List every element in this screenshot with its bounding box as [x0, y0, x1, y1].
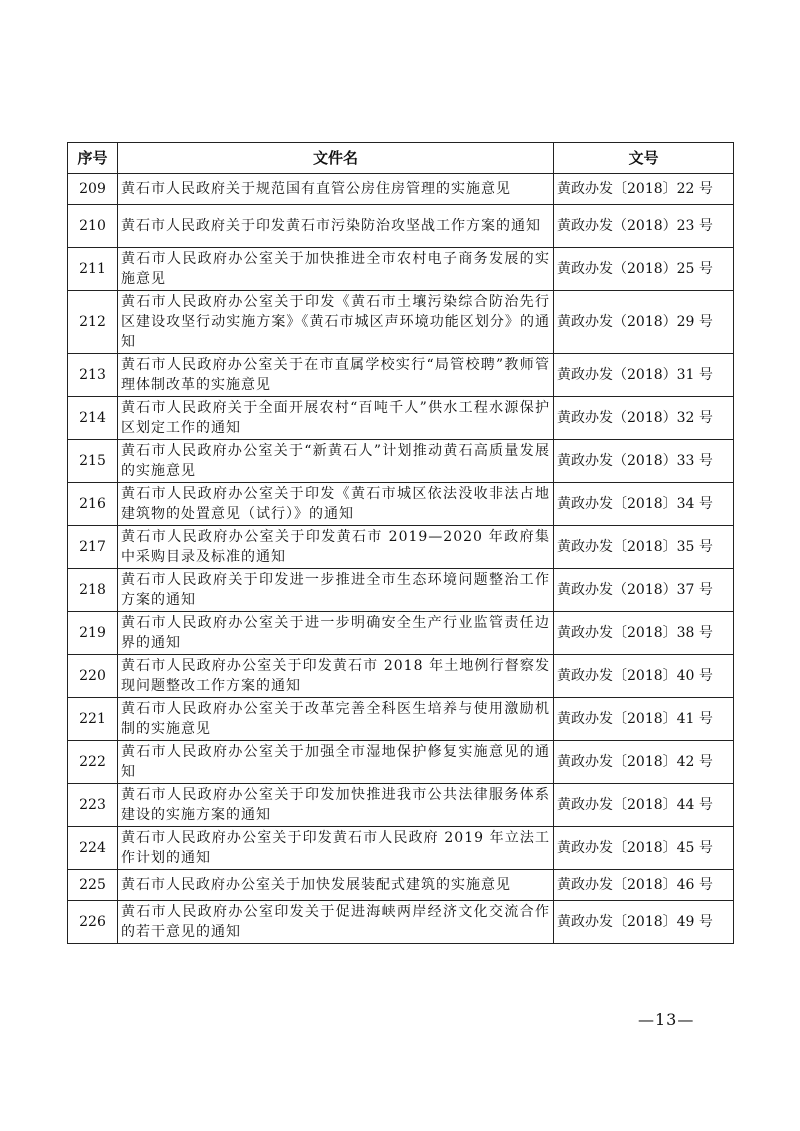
row-code: 黄政办发〔2018〕35 号: [554, 526, 734, 569]
table-row: [68, 354, 734, 397]
row-code: 黄政办发〔2018〕45 号: [554, 827, 734, 870]
row-code: 黄政办发（2018）33 号: [554, 440, 734, 483]
row-no: 210: [68, 205, 118, 248]
row-code: 黄政办发〔2018〕40 号: [554, 655, 734, 698]
row-no: 218: [68, 569, 118, 612]
row-no: 219: [68, 612, 118, 655]
row-no: 214: [68, 397, 118, 440]
row-code: 黄政办发〔2018〕46 号: [554, 870, 734, 901]
row-no: 222: [68, 741, 118, 784]
row-no: 220: [68, 655, 118, 698]
row-no: 209: [68, 174, 118, 205]
row-code: 黄政办发〔2018〕41 号: [554, 698, 734, 741]
table-row: [68, 655, 734, 698]
row-no: 211: [68, 248, 118, 291]
table-row: [68, 174, 734, 205]
row-name: 黄石市人民政府办公室关于加强全市湿地保护修复实施意见的通知: [118, 741, 554, 784]
row-code: 黄政办发（2018）25 号: [554, 248, 734, 291]
table-row: [68, 901, 734, 944]
row-name: 黄石市人民政府办公室关于印发黄石市 2019—2020 年政府集中采购目录及标准的通知: [118, 526, 554, 569]
table-row: [68, 784, 734, 827]
row-name: 黄石市人民政府办公室关于在市直属学校实行“局管校聘”教师管理体制改革的实施意见: [118, 354, 554, 397]
row-no: 217: [68, 526, 118, 569]
table-row: [68, 483, 734, 526]
row-no: 215: [68, 440, 118, 483]
header-name: 文件名: [118, 143, 554, 174]
row-name: 黄石市人民政府办公室关于改革完善全科医生培养与使用激励机制的实施意见: [118, 698, 554, 741]
table-row: [68, 569, 734, 612]
row-name: 黄石市人民政府办公室关于印发黄石市 2018 年土地例行督察发现问题整改工作方案的通知: [118, 655, 554, 698]
row-code: 黄政办发〔2018〕38 号: [554, 612, 734, 655]
row-name: 黄石市人民政府关于印发黄石市污染防治攻坚战工作方案的通知: [118, 205, 554, 248]
row-code: 黄政办发（2018）29 号: [554, 291, 734, 354]
row-name: 黄石市人民政府办公室关于印发加快推进我市公共法律服务体系建设的实施方案的通知: [118, 784, 554, 827]
table-row: [68, 741, 734, 784]
row-code: 黄政办发〔2018〕44 号: [554, 784, 734, 827]
table-row: [68, 205, 734, 248]
row-name: 黄石市人民政府关于全面开展农村“百吨千人”供水工程水源保护区划定工作的通知: [118, 397, 554, 440]
row-name: 黄石市人民政府办公室关于加快推进全市农村电子商务发展的实施意见: [118, 248, 554, 291]
row-name: 黄石市人民政府办公室关于“新黄石人”计划推动黄石高质量发展的实施意见: [118, 440, 554, 483]
table-row: [68, 397, 734, 440]
row-name: 黄石市人民政府办公室关于印发黄石市人民政府 2019 年立法工作计划的通知: [118, 827, 554, 870]
row-code: 黄政办发（2018）32 号: [554, 397, 734, 440]
row-code: 黄政办发〔2018〕22 号: [554, 174, 734, 205]
row-no: 221: [68, 698, 118, 741]
table-row: [68, 526, 734, 569]
row-code: 黄政办发〔2018〕34 号: [554, 483, 734, 526]
page-number: —13—: [638, 1010, 695, 1029]
row-code: 黄政办发（2018）23 号: [554, 205, 734, 248]
row-name: 黄石市人民政府办公室关于印发《黄石市城区依法没收非法占地建筑物的处置意见（试行）》的通知: [118, 483, 554, 526]
table-row: [68, 612, 734, 655]
table-header-row: [68, 143, 734, 174]
row-no: 226: [68, 901, 118, 944]
row-code: 黄政办发〔2018〕42 号: [554, 741, 734, 784]
table-row: [68, 248, 734, 291]
row-no: 223: [68, 784, 118, 827]
table-row: [68, 870, 734, 901]
row-no: 224: [68, 827, 118, 870]
header-no: 序号: [68, 143, 118, 174]
row-name: 黄石市人民政府关于规范国有直管公房住房管理的实施意见: [118, 174, 554, 205]
table-row: [68, 440, 734, 483]
row-name: 黄石市人民政府办公室关于加快发展装配式建筑的实施意见: [118, 870, 554, 901]
table-row: [68, 827, 734, 870]
row-code: 黄政办发（2018）31 号: [554, 354, 734, 397]
row-code: 黄政办发（2018）37 号: [554, 569, 734, 612]
row-code: 黄政办发〔2018〕49 号: [554, 901, 734, 944]
row-no: 216: [68, 483, 118, 526]
row-no: 212: [68, 291, 118, 354]
row-name: 黄石市人民政府办公室关于进一步明确安全生产行业监管责任边界的通知: [118, 612, 554, 655]
row-no: 213: [68, 354, 118, 397]
table-row: [68, 698, 734, 741]
document-table: [67, 142, 734, 944]
table-row: [68, 291, 734, 354]
header-code: 文号: [554, 143, 734, 174]
row-no: 225: [68, 870, 118, 901]
row-name: 黄石市人民政府办公室关于印发《黄石市土壤污染综合防治先行区建设攻坚行动实施方案》《黄石市城区声环境功能区划分》的通知: [118, 291, 554, 354]
row-name: 黄石市人民政府关于印发进一步推进全市生态环境问题整治工作方案的通知: [118, 569, 554, 612]
row-name: 黄石市人民政府办公室印发关于促进海峡两岸经济文化交流合作的若干意见的通知: [118, 901, 554, 944]
